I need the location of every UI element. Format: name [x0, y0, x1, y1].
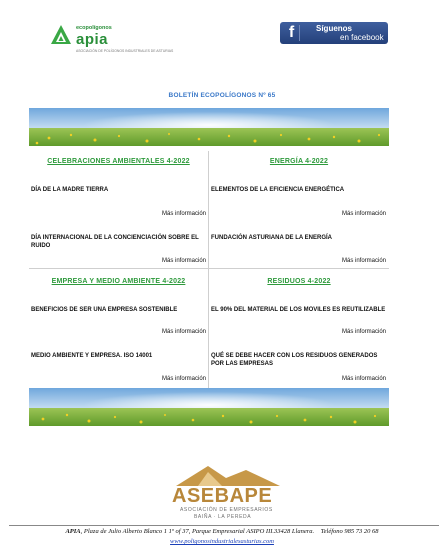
footer-address: [0, 528, 444, 535]
bulletin-title: BOLETÍN ECOPOLÍGONOS Nº 65: [168, 92, 276, 99]
asebape-wordmark: ASEBAPE: [172, 485, 273, 507]
section-title-energia[interactable]: ENERGÍA 4-2022: [269, 158, 329, 165]
item-fundacion-energia[interactable]: FUNDACIÓN ASTURIANA DE LA ENERGÍA: [211, 235, 332, 241]
facebook-line1: Síguenos: [316, 24, 353, 33]
item-iso-14001[interactable]: MEDIO AMBIENTE Y EMPRESA. ISO 14001: [31, 353, 153, 359]
more-info-link[interactable]: Más información: [161, 329, 206, 335]
meadow-banner-top: [29, 108, 389, 146]
section-title-residuos[interactable]: RESIDUOS 4-2022: [267, 278, 331, 285]
facebook-follow-button[interactable]: [280, 22, 388, 44]
section-title-celebraciones[interactable]: CELEBRACIONES AMBIENTALES 4-2022: [47, 158, 190, 165]
item-moviles-reutilizable[interactable]: EL 90% DEL MATERIAL DE LOS MOVILES ES REUTILIZABLE: [211, 307, 386, 313]
logo-small-text: ecopolígonos: [76, 25, 112, 31]
item-eficiencia-energetica[interactable]: ELEMENTOS DE LA EFICIENCIA ENERGÉTICA: [211, 187, 345, 193]
grid-horizontal-divider: [29, 268, 389, 269]
footer-phone: Teléfono 985 73 20 68: [320, 528, 379, 535]
meadow-banner-bottom: [29, 388, 389, 426]
footer-website-link[interactable]: www.poligonosindustrialesasturias.com: [170, 538, 274, 545]
item-empresa-sostenible[interactable]: BENEFICIOS DE SER UNA EMPRESA SOSTENIBLE: [31, 307, 178, 313]
apia-triangle-icon: [50, 24, 72, 46]
footer-divider: [9, 525, 439, 526]
more-info-link[interactable]: Más información: [161, 258, 206, 264]
logo-big-text: apia: [76, 31, 109, 48]
item-dia-ruido[interactable]: DÍA INTERNACIONAL DE LA CONCIENCIACIÓN SOBRE EL RUIDO: [31, 235, 199, 249]
more-info-link[interactable]: Más información: [341, 376, 386, 382]
more-info-link[interactable]: Más información: [341, 258, 386, 264]
meadow-image: [29, 388, 389, 426]
more-info-link[interactable]: Más información: [341, 329, 386, 335]
logo-tagline: ASOCIACIÓN DE POLÍGONOS INDUSTRIALES DE ASTURIAS: [76, 49, 174, 53]
more-info-link[interactable]: Más información: [161, 211, 206, 217]
more-info-link[interactable]: Más información: [161, 376, 206, 382]
grid-vertical-divider: [208, 151, 209, 388]
facebook-icon: f: [284, 25, 300, 41]
item-residuos-empresas[interactable]: QUÉ SE DEBE HACER CON LOS RESIDUOS GENERADOS POR LAS EMPRESAS: [211, 353, 378, 367]
footer-org: APIA: [65, 528, 81, 535]
apia-logo[interactable]: [50, 22, 174, 56]
footer-address-text: , Plaza de Julio Alberto Blanco 1 1º of 37, Parque Empresarial ASIPO III.33428 Llanera.: [80, 528, 315, 535]
item-madre-tierra[interactable]: DÍA DE LA MADRE TIERRA: [31, 187, 109, 193]
more-info-link[interactable]: Más información: [341, 211, 386, 217]
asebape-logo[interactable]: [168, 462, 288, 522]
section-title-empresa[interactable]: EMPRESA Y MEDIO AMBIENTE 4-2022: [51, 278, 186, 285]
meadow-image: [29, 108, 389, 146]
facebook-line2: en facebook: [340, 33, 384, 42]
asebape-location: BAIÑA · LA PEREDA: [194, 514, 252, 520]
asebape-subtitle: ASOCIACIÓN DE EMPRESARIOS: [180, 507, 273, 513]
